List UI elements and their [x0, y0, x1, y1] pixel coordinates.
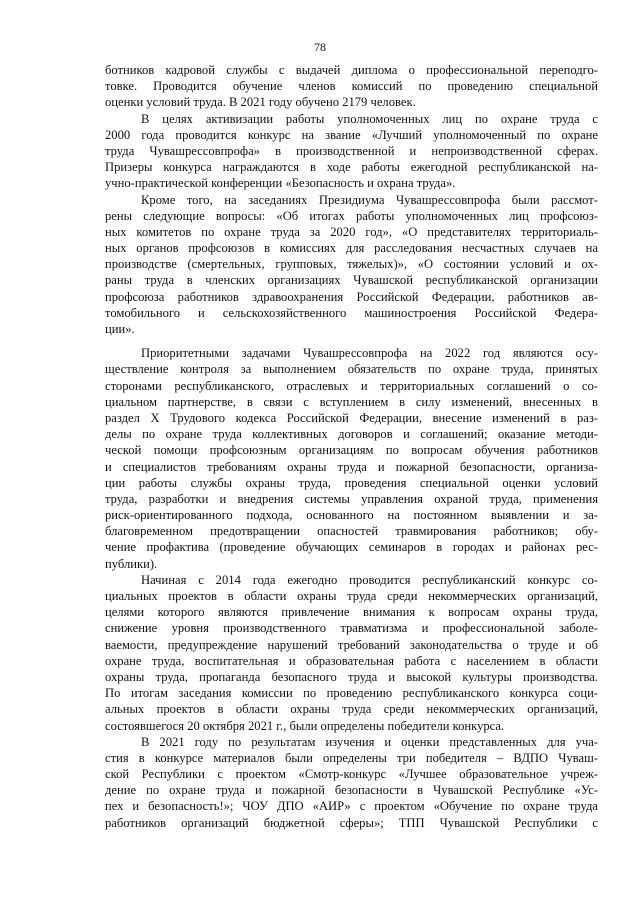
- text-line: ных органов профсоюзов в комиссиях для расследования несчастных случаев на: [105, 241, 598, 256]
- text-line: Начиная с 2014 года ежегодно проводится республиканский конкурс со-: [141, 572, 598, 587]
- text-line: ции».: [105, 322, 135, 336]
- paragraph-gap: [105, 337, 598, 345]
- text-line: и специалистов требованиям охраны труда и пожарной безопасности, организа-: [105, 459, 598, 474]
- text-line: публики).: [105, 556, 158, 571]
- text-line: оценки условий труда. В 2021 году обучено 2179 человек.: [105, 95, 416, 110]
- text-line: ных комитетов по охране труда за 2020 год», «О представителях территориаль-: [105, 224, 598, 239]
- text-line: риск-ориентированного подхода, основанного на постоянном выявлении и за-: [105, 508, 598, 523]
- text-line: раны труда в членских организациях Чувашской республиканской организации: [105, 273, 598, 288]
- text-line: производстве (смертельных, групповых, тяжелых)», «О состоянии условий и ох-: [105, 257, 598, 272]
- text-line: томобильного и сельскохозяйственного машиностроения Российской Федера-: [105, 305, 598, 320]
- text-line: сторонами республиканского, отраслевых и территориальных соглашений о со-: [105, 378, 598, 393]
- text-line: В целях активизации работы уполномоченных лиц по охране труда с: [141, 111, 598, 126]
- text-line: охране труда, воспитательная и образовательная работа с населением в области: [105, 653, 598, 668]
- text-line: Кроме того, на заседаниях Президиума Чувашрессовпрофа были рассмот-: [141, 192, 598, 207]
- text-line: целями которого являются привлечение внимания к вопросам охраны труда,: [105, 605, 598, 620]
- text-line: ции работы службы охраны труда, проведения специальной оценки условий: [105, 475, 598, 490]
- text-line: охраны труда, пропаганда безопасного труда и высокой культуры производства.: [105, 669, 598, 684]
- text-line: работников организаций бюджетной сферы»; ТПП Чувашской Республики с: [105, 815, 598, 830]
- text-line: профсоюза работников здравоохранения Российской Федерации, работников ав-: [105, 289, 598, 304]
- text-line: рены следующие вопросы: «Об итогах работы уполномоченных лиц профсоюз-: [105, 208, 598, 223]
- text-line: товке. Проводится обучение членов комиссий по проведению специальной: [105, 79, 598, 94]
- text-line: труда Чувашрессовпрофа» в производственной и непроизводственной сферах.: [105, 143, 598, 158]
- text-line: ществление контроля за выполнением обязательств по охране труда, принятых: [105, 362, 598, 377]
- text-line: пех и безопасность!»; ЧОУ ДПО «АИР» с проектом «Обучение по охране труда: [105, 799, 598, 814]
- text-line: снижение уровня производственного травматизма и профессиональной заболе-: [105, 621, 598, 636]
- text-line: 2000 года проводится конкурс на звание «Лучший уполномоченный по охране: [105, 127, 598, 142]
- text-line: циальных проектов в области охраны труда среди некоммерческих организаций,: [105, 589, 598, 603]
- text-line: Призеры конкурса награждаются в ходе работы ежегодной республиканской на-: [105, 160, 598, 175]
- text-line: ботников кадровой службы с выдачей диплома о профессиональной переподго-: [105, 63, 598, 77]
- text-line: состоявшегося 20 октября 2021 г., были определены победители конкурса.: [105, 718, 505, 733]
- text-line: чение профактива (проведение обучающих семинаров в городах и районах рес-: [105, 540, 598, 555]
- text-line: В 2021 году по результатам изучения и оценки представленных для уча-: [141, 734, 598, 749]
- text-line: учно-практической конференции «Безопасность и охрана труда».: [105, 176, 456, 191]
- text-line: ваемости, предупреждение нарушений требований законодательства о труде и об: [105, 637, 598, 652]
- text-line: делы по охране труда коллективных договоров и соглашений; оказание методи-: [105, 427, 598, 442]
- text-line: раздел X Трудового кодекса Российской Федерации, внесение изменений в раз-: [105, 410, 598, 425]
- text-line: По итогам заседания комиссии по проведению республиканского конкурса соци-: [105, 686, 598, 701]
- text-line: Приоритетными задачами Чувашрессовпрофа на 2022 год являются осу-: [141, 346, 598, 361]
- text-line: благовременном предотвращении опасностей травмирования работников; обу-: [105, 524, 598, 539]
- text-line: стия в конкурсе материалов были определены три победителя – ВДПО Чуваш-: [105, 750, 598, 765]
- text-line: дение по охране труда и пожарной безопасности в Чувашской Республике «Ус-: [105, 783, 598, 798]
- text-line: труда, разработки и внедрения системы управления охраной труда, применения: [105, 491, 598, 506]
- page-number: 78: [314, 40, 326, 54]
- text-line: циальном партнерстве, в связи с вступлением в силу изменений, внесенных в: [105, 394, 598, 409]
- text-line: ческой помощи профсоюзным организациям по вопросам обучения работников: [105, 443, 598, 458]
- document-body: [105, 62, 598, 831]
- text-line: альных проектов в области охраны труда среди некоммерческих организаций,: [105, 702, 598, 717]
- text-line: ской Республики с проектом «Смотр-конкурс «Лучшее образовательное учреж-: [105, 767, 598, 782]
